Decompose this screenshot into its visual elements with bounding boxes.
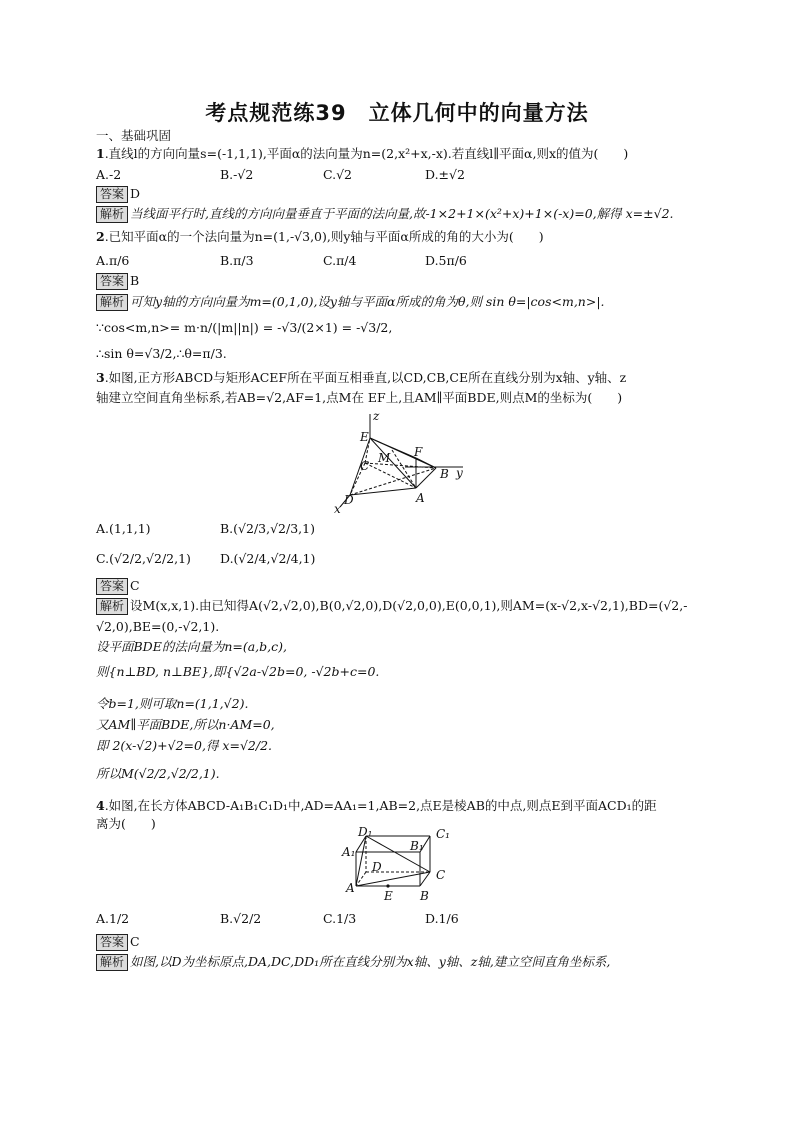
analysis-tag: 解析 xyxy=(96,206,128,223)
label-F: F xyxy=(414,445,423,459)
question-4-stem-cont: 离为( ) xyxy=(96,816,156,831)
edge-a-b xyxy=(416,468,436,488)
q3-analysis-line: 设M(x,x,1).由已知得A(√2,√2,0),B(0,√2,0),D(√2,0,0),E(0,0,1),则AM=(x-√2,x-√2,1),BD=(√2,- xyxy=(130,598,688,613)
label-B: B xyxy=(420,889,429,903)
q4-option-d: D.1/6 xyxy=(425,911,459,926)
q1-option-a: A.-2 xyxy=(96,167,122,182)
question-number: 3 xyxy=(96,370,105,385)
answer-tag: 答案 xyxy=(96,934,128,951)
question-number: 1 xyxy=(96,146,105,161)
question-text: .已知平面α的一个法向量为n=(1,-√3,0),则y轴与平面α所成的角的大小为( ) xyxy=(104,229,544,244)
figure-cube-coordinate xyxy=(330,410,470,516)
q1-analysis-line: 当线面平行时,直线的方向向量垂直于平面的法向量,故-1×2+1×(x²+x)+1×(-x)=0,解得 x=±√2. xyxy=(130,206,674,221)
question-text: .如图,正方形ABCD与矩形ACEF所在平面互相垂直,以CD,CB,CE所在直线分别为x轴、y轴、z xyxy=(104,370,627,385)
page-title: 考点规范练39 立体几何中的向量方法 xyxy=(205,101,589,125)
question-1-stem xyxy=(96,146,628,162)
label-A1: A₁ xyxy=(342,845,356,859)
q1-analysis-row xyxy=(96,206,674,223)
q3-answer-row xyxy=(96,578,140,595)
section-heading: 一、基础巩固 xyxy=(96,128,172,143)
answer-tag: 答案 xyxy=(96,578,128,595)
label-B: B xyxy=(440,467,449,481)
label-C1: C₁ xyxy=(436,827,450,841)
label-C: C xyxy=(436,868,446,882)
label-x: x xyxy=(334,502,341,516)
q3-analysis-row xyxy=(96,598,687,615)
dash-m-a xyxy=(392,450,416,488)
q2-option-c: C.π/4 xyxy=(323,253,357,268)
analysis-tag: 解析 xyxy=(96,598,128,615)
label-D: D xyxy=(372,860,382,874)
q2-answer: B xyxy=(130,273,140,288)
q1-answer: D xyxy=(130,186,141,201)
label-D: D xyxy=(344,493,354,507)
q2-analysis-line: ∵cos<m,n>= m·n/(|m||n|) = -√3/(2×1) = -√3/2, xyxy=(96,320,393,335)
q2-analysis-row xyxy=(96,294,605,311)
question-3-stem xyxy=(96,370,626,386)
label-A: A xyxy=(346,881,355,895)
q3-analysis-line: 令b=1,则可取n=(1,1,√2). xyxy=(96,696,249,711)
q1-option-d: D.±√2 xyxy=(425,167,465,182)
edge-e-a xyxy=(370,438,416,488)
answer-tag: 答案 xyxy=(96,273,128,290)
analysis-tag: 解析 xyxy=(96,954,128,971)
label-E: E xyxy=(384,889,393,903)
label-B1: B₁ xyxy=(410,839,424,853)
label-E: E xyxy=(360,430,369,444)
label-C: C xyxy=(360,459,370,473)
q3-option-d: D.(√2/4,√2/4,1) xyxy=(220,551,316,566)
q1-option-b: B.-√2 xyxy=(220,167,254,182)
q4-option-c: C.1/3 xyxy=(323,911,357,926)
edge-a-c xyxy=(356,872,430,886)
q3-analysis-line: 设平面BDE的法向量为n=(a,b,c), xyxy=(96,639,287,654)
question-text: .直线l的方向向量s=(-1,1,1),平面α的法向量为n=(2,x²+x,-x).若直线l∥平面α,则x的值为( ) xyxy=(104,146,629,161)
label-y: y xyxy=(456,466,463,480)
question-number: 4 xyxy=(96,798,105,813)
q2-option-d: D.5π/6 xyxy=(425,253,467,268)
q3-analysis-line: √2,0),BE=(0,-√2,1). xyxy=(96,619,220,634)
q4-answer: C xyxy=(130,934,140,949)
q3-analysis-line: 所以M(√2/2,√2/2,1). xyxy=(96,766,220,781)
point-e xyxy=(386,884,389,887)
q4-answer-row xyxy=(96,934,140,951)
answer-tag: 答案 xyxy=(96,186,128,203)
q1-option-c: C.√2 xyxy=(323,167,353,182)
q2-analysis-line: 可知y轴的方向向量为m=(0,1,0),设y轴与平面α所成的角为θ,则 sin θ=|cos<m,n>|. xyxy=(130,294,605,309)
q4-option-a: A.1/2 xyxy=(96,911,130,926)
q2-analysis-line: ∴sin θ=√3/2,∴θ=π/3. xyxy=(96,346,227,361)
q2-option-b: B.π/3 xyxy=(220,253,254,268)
q1-answer-row xyxy=(96,186,140,203)
q3-analysis-line: 又AM∥平面BDE,所以n·AM=0, xyxy=(96,717,275,732)
label-z: z xyxy=(373,410,380,423)
q4-analysis-row xyxy=(96,954,610,971)
q3-analysis-line: 即 2(x-√2)+√2=0,得 x=√2/2. xyxy=(96,738,272,753)
q3-answer: C xyxy=(130,578,140,593)
question-3-stem-cont: 轴建立空间直角坐标系,若AB=√2,AF=1,点M在 EF上,且AM∥平面BDE,则点M的坐标为( ) xyxy=(96,390,623,405)
q3-option-c: C.(√2/2,√2/2,1) xyxy=(96,551,191,566)
q3-analysis-line: 则{n⊥BD, n⊥BE},即{√2a-√2b=0, -√2b+c=0. xyxy=(96,664,380,679)
q4-option-b: B.√2/2 xyxy=(220,911,262,926)
question-number: 2 xyxy=(96,229,105,244)
q3-option-a: A.(1,1,1) xyxy=(96,521,151,536)
question-text: .如图,在长方体ABCD-A₁B₁C₁D₁中,AD=AA₁=1,AB=2,点E是棱AB的中点,则点E到平面ACD₁的距 xyxy=(104,798,657,813)
question-2-stem xyxy=(96,229,544,245)
q4-analysis-line: 如图,以D为坐标原点,DA,DC,DD₁所在直线分别为x轴、y轴、z轴,建立空间直角坐标系, xyxy=(130,954,611,969)
q2-option-a: A.π/6 xyxy=(96,253,130,268)
question-4-stem xyxy=(96,798,657,814)
label-D1: D₁ xyxy=(358,826,373,839)
label-M: M xyxy=(378,451,391,465)
figure-cuboid xyxy=(340,826,458,904)
q3-option-b: B.(√2/3,√2/3,1) xyxy=(220,521,315,536)
analysis-tag: 解析 xyxy=(96,294,128,311)
q2-answer-row xyxy=(96,273,139,290)
label-A: A xyxy=(416,491,425,505)
